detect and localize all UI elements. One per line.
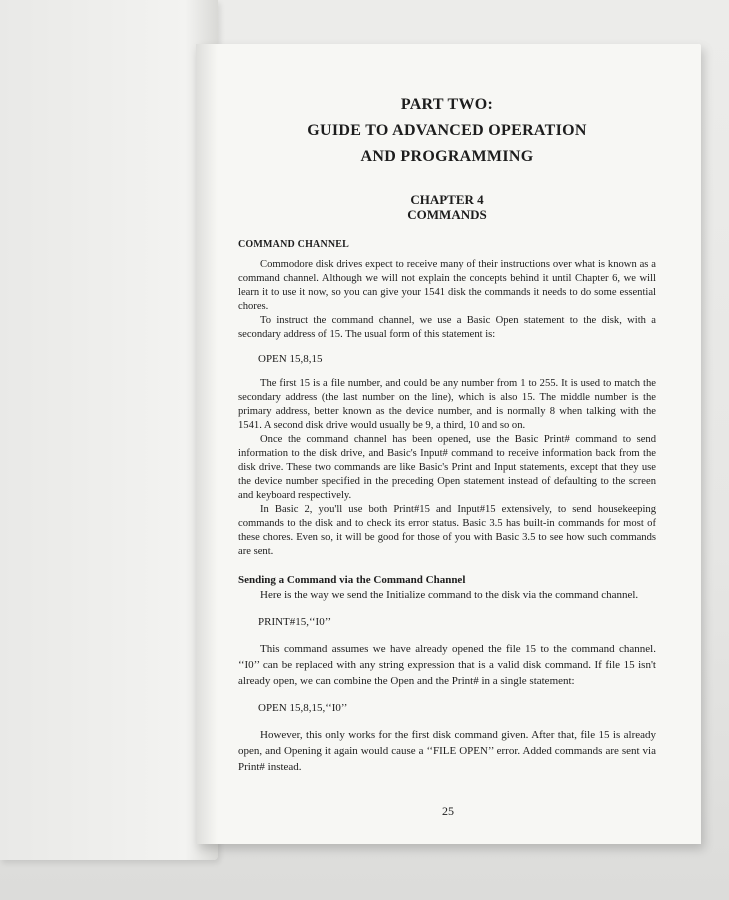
- part-title-line: GUIDE TO ADVANCED OPERATION: [307, 122, 587, 139]
- body-paragraph: To instruct the command channel, we use a Basic Open statement to the disk, with a secondary address of 15. The usual form of this statement is:: [238, 315, 656, 340]
- lower-section: [238, 587, 656, 775]
- body-paragraph: In Basic 2, you'll use both Print#15 and Input#15 extensively, to send housekeeping commands to the disk and to check its error status. Basic 3.5 has built-in commands for most of these chores. Even so, it will be good for those of you with Basic 3.5 to see how such commands are sent.: [238, 504, 656, 557]
- body-paragraph: However, this only works for the first disk command given. After that, file 15 is already open, and Opening it again would cause a ‘‘FILE OPEN’’ error. Added commands are sent via Print# instead.: [238, 729, 656, 773]
- page-content: [238, 92, 656, 775]
- chapter-number: CHAPTER 4: [410, 192, 484, 207]
- sub-heading: Sending a Command via the Command Channel: [238, 574, 466, 586]
- code-line: OPEN 15,8,15: [258, 353, 323, 365]
- body-paragraph: Once the command channel has been opened, use the Basic Print# command to send information to the disk drive, and Basic's Input# command to receive information back from the disk drive. These two commands are like Basic's Print and Input statements, except that they use the device number specified in the preceding Open statement instead of defaulting to the screen and keyboard respectively.: [238, 434, 656, 501]
- part-title: [238, 92, 656, 170]
- body-paragraph: This command assumes we have already opened the file 15 to the command channel. ‘‘I0’’ can be replaced with any string expression that is a valid disk command. If file 15 isn't already open, we can combine the Open and the Print# in a single statement:: [238, 643, 656, 687]
- body-paragraph: Here is the way we send the Initialize command to the disk via the command channel.: [260, 589, 639, 601]
- body-paragraph: The first 15 is a file number, and could be any number from 1 to 255. It is used to match the secondary address (the last number on the line), which is also 15. The middle number is the primary address, better known as the device number, and is normally 8 when talking with the 1541. A second disk drive would usually be 9, a third, 10 and so on.: [238, 378, 656, 431]
- code-line: PRINT#15,‘‘I0’’: [258, 616, 332, 628]
- part-title-line: PART TWO:: [400, 96, 494, 113]
- section-heading: COMMAND CHANNEL: [238, 239, 350, 250]
- chapter-heading: [238, 192, 656, 222]
- body-paragraph: Commodore disk drives expect to receive many of their instructions over what is known as a command channel. Although we will not explain the concepts behind it until Chapter 6, we will learn it to use it now, so you can give your 1541 disk the commands it needs to do some essential chores.: [238, 259, 656, 312]
- left-blank-page: [0, 0, 218, 860]
- part-title-line: AND PROGRAMMING: [360, 148, 534, 165]
- code-line: OPEN 15,8,15,‘‘I0’’: [258, 702, 348, 714]
- page-number: 25: [442, 804, 454, 818]
- chapter-title: COMMANDS: [407, 207, 487, 222]
